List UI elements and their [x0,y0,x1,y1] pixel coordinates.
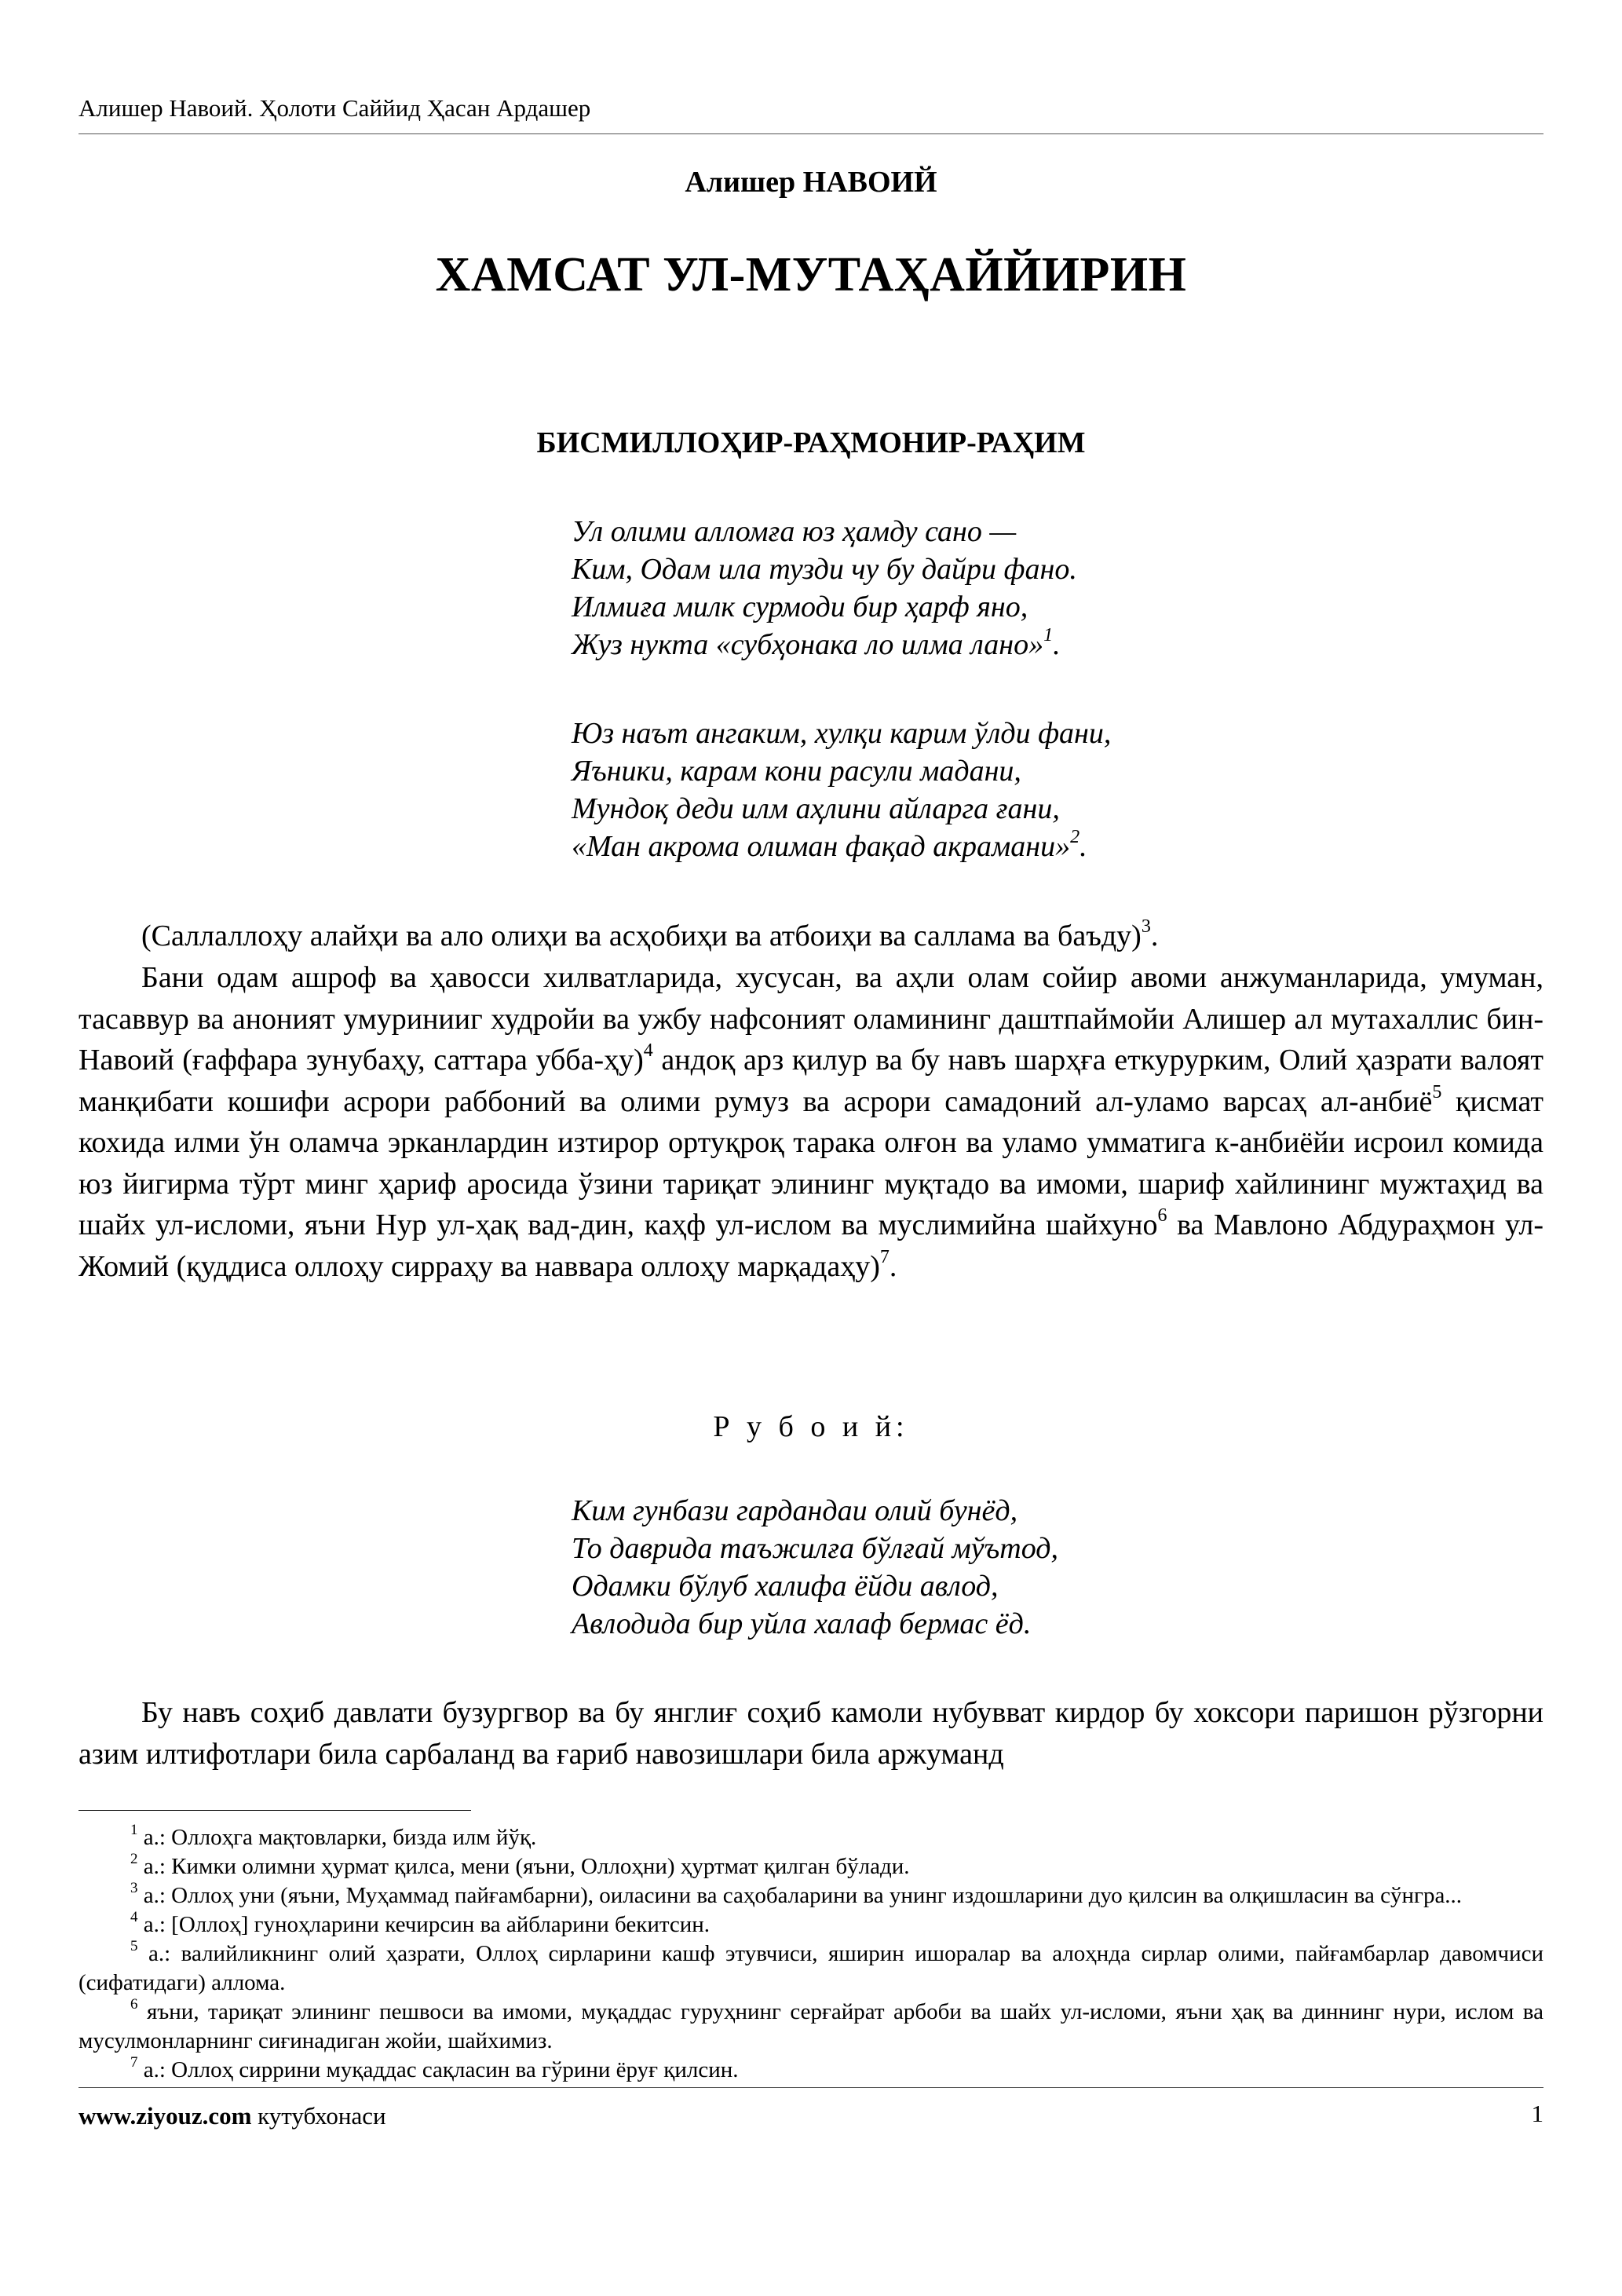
footer-site-link[interactable]: www.ziyouz.com [79,2102,252,2130]
paragraph-end: . [889,1249,897,1283]
verse-line: Ким гунбази гардандаи олий бунёд, [572,1494,1018,1527]
section-heading-bismillah: БИСМИЛЛОҲИР-РАҲМОНИР-РАҲИМ [536,426,1086,459]
verse-line-end: . [1080,830,1087,863]
footnote-text: а.: Кимки олимни ҳурмат қилса, мени (яъни, Оллоҳни) ҳуртмат қилган бўлади. [143,1854,910,1879]
rubai-verse [572,1492,1058,1643]
footnote-ref[interactable]: 1 [1043,625,1054,646]
verse-line: Илмиға милк сурмоди бир ҳарф яно, [572,590,1028,623]
page-number: 1 [1531,2100,1543,2127]
main-paragraph [79,957,1543,1287]
footnote-ref[interactable]: 7 [879,1246,890,1267]
verse-line: Авлодида бир уйла халаф бермас ёд. [572,1607,1032,1640]
footnote-text: яъни, тариқат элининг пешвоси ва имоми, муқаддас гуруҳнинг серғайрат арбоби ва шайх ул-исломи, яъни ҳақ ва диннинг нури, ислом ва мусулмонларнинг сиғинадиган жойи, шайхимиз. [79,1999,1543,2053]
footnote [79,1998,1543,2056]
verse-line [572,626,1077,664]
paragraph-text: ва Мавлоно Абдураҳмон ул-Жомий (қуддиса оллоҳу сирраҳу ва наввара оллоҳу марқадаҳу) [79,1208,1543,1283]
verse-line: То даврида таъжилға бўлғай мўътод, [572,1532,1058,1565]
footnote-text: а.: валийликнинг олий ҳазрати, Оллоҳ сирларини кашф этувчиси, яширин ишоралар ва алоҳнда сирлар олими, пайғамбарлар давомчиси (сифатидаги) аллома. [79,1941,1543,1995]
footnote-ref[interactable]: 2 [1070,827,1080,848]
paragraph-text: андоқ арз қилур ва бу навъ шарҳға еткурурким, Олий ҳазрати валоят манқибати кошифи асрори раббоний ва олими румуз ва асрори самадоний ал-уламо варсаҳ ал-анбиё [79,1044,1543,1118]
footnote-number: 7 [130,2054,138,2071]
footnote [79,1881,1543,1910]
verse-line-text: Жуз нукта «субҳонака ло илма лано» [572,628,1044,661]
footer-divider [79,2087,1543,2088]
verse-line: Ким, Одам ила тузди чу бу дайри фано. [572,553,1077,586]
verse-line-text: «Ман акрома олиман фақад акрамани» [572,830,1071,863]
verse-stanza-2 [572,715,1111,865]
footnote-number: 5 [130,1938,138,1955]
footnote-text: а.: Оллоҳ уни (яъни, Муҳаммад пайғамбарни), оиласини ва саҳобаларини ва унинг издошларини дуо қилсин ва олқишласин ва сўнгра... [143,1883,1463,1908]
verse-line-end: . [1053,628,1061,661]
footnote [79,1823,1543,1852]
footnote [79,1910,1543,1940]
footnote-number: 6 [130,1996,138,2013]
verse-line: Яъники, карам кони расули мадани, [572,755,1021,788]
verse-line: Мундоқ деди илм аҳлини айларга ғани, [572,792,1060,825]
footnote-number: 3 [130,1880,138,1897]
paragraph [79,957,1543,1287]
running-header: Алишер Навоий. Ҳолоти Саййид Ҳасан Ардашер [79,94,591,122]
paragraph-text: Бани одам ашроф ва ҳавосси хилватларида, хусусан, ва аҳли олам сойир авоми анжуманларида, умуман, тасаввур ва аноният умуринииг худройи ва ужбу нафсоният оламининг даштпаймойи Алишер ал мутахаллис бин-Навоий (ғаффара зунубаҳу, саттара убба-ҳу) [79,961,1543,1077]
footnotes-section [79,1823,1543,2085]
author-name: Алишер НАВОИЙ [685,166,937,199]
footnote-ref[interactable]: 6 [1157,1205,1167,1227]
footer-source [79,2100,386,2132]
footnote-ref[interactable]: 3 [1141,916,1151,938]
verse-line: Одамки бўлуб халифа ёйди авлод, [572,1570,999,1603]
footnote-number: 1 [130,1822,138,1839]
footnote-ref[interactable]: 5 [1432,1081,1442,1102]
footnote [79,1852,1543,1881]
paragraph-text: қисмат кохида илми ўн оламча эрканлардин изтирор ортуқроқ тарака олғон ва уламо умматига к-анбиёйи исроил комида юз йигирма тўрт минг ҳариф аросида ўзини тариқат элининг муқтадо ва имоми, шариф хайлининг мужтаҳид ва шайх ул-исломи, яъни Нур ул-ҳақ вад-дин, каҳф ул-ислом ва муслимийна шайхуно [79,1084,1543,1241]
rubai-heading: Р у б о и й: [713,1410,909,1443]
footnote-text: а.: [Оллоҳ] гуноҳларини кечирсин ва айбларини бекитсин. [143,1912,711,1937]
footnote-text: а.: Оллоҳ сиррини муқаддас сақласин ва гўрини ёруғ қилсин. [143,2057,739,2082]
footnote-ref[interactable]: 4 [643,1040,653,1062]
footer-library-label: кутубхонаси [251,2102,386,2130]
page-title: ХАМСАТ УЛ-МУТАҲАЙЙИРИН [435,248,1187,302]
header-divider [79,133,1543,134]
verse-line: Юз наът ангаким, хулқи карим ўлди фани, [572,717,1112,750]
footnote-number: 4 [130,1909,138,1926]
closing-paragraph [79,1692,1543,1775]
paragraph [79,916,1543,957]
verse-stanza-1 [572,513,1077,664]
verse-line [572,828,1111,865]
footnote [79,1940,1543,1998]
paragraph-end: . [1150,919,1159,952]
verse-line: Ул олими алломға юз ҳамду сано — [572,515,1017,548]
blessing-paragraph [79,916,1543,957]
paragraph-text: (Саллаллоҳу алайҳи ва ало олиҳи ва асҳобиҳи ва атбоиҳи ва саллама ва баъду) [141,919,1142,952]
footnote-text: а.: Оллоҳга мақтовларки, бизда илм йўқ. [143,1825,537,1850]
footnote-number: 2 [130,1851,138,1868]
paragraph: Бу навъ соҳиб давлати бузургвор ва бу янглиғ соҳиб камоли нубувват кирдор бу хоксори паришон рўзгорни азим илтифотлари била сарбаланд ва ғариб навозишлари била аржуманд [79,1696,1543,1771]
footnote [79,2056,1543,2085]
footnote-divider [79,1810,471,1811]
